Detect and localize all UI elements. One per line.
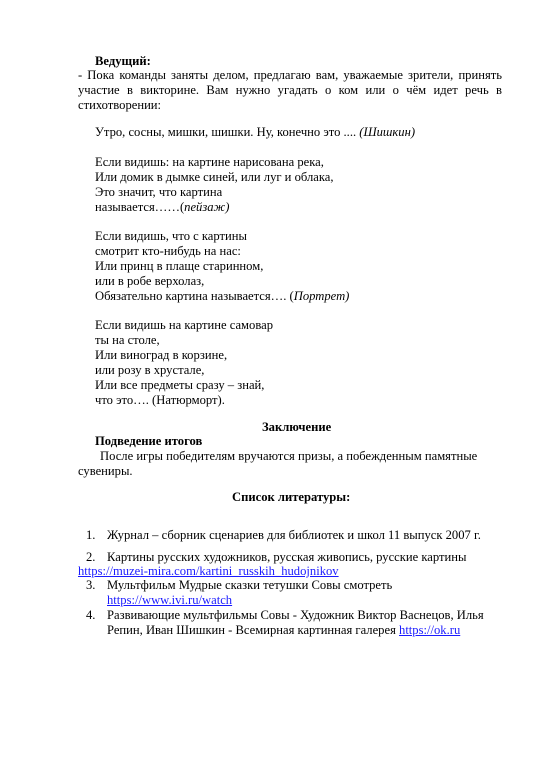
poem2-line-4-text: называется……( bbox=[95, 200, 185, 214]
poem2-line-3: Это значит, что картина bbox=[95, 185, 223, 199]
reference-4-number: 4. bbox=[86, 608, 96, 622]
reference-4-line-2 bbox=[107, 623, 460, 638]
poem1-answer: (Шишкин) bbox=[359, 125, 416, 139]
reference-3-link[interactable]: https://www.ivi.ru/watch bbox=[107, 593, 233, 607]
conclusion-line-2: сувениры. bbox=[78, 464, 133, 478]
reference-2-link[interactable]: https://muzei-mira.com/kartini_russkih_hudojnikov bbox=[78, 564, 339, 578]
poem3-line-4: или в робе верхолаз, bbox=[95, 274, 205, 288]
poem4-line-3: Или виноград в корзине, bbox=[95, 348, 228, 362]
intro-line-1: - Пока команды заняты делом, предлагаю вам, уважаемые зрители, принять bbox=[78, 68, 502, 82]
poem4-line-6: что это…. (Натюрморт). bbox=[95, 393, 225, 407]
intro-line-3: стихотворении: bbox=[78, 98, 162, 112]
poem4-line-1: Если видишь на картине самовар bbox=[95, 318, 273, 332]
poem2-line-1: Если видишь: на картине нарисована река, bbox=[95, 155, 324, 169]
reference-4-link[interactable]: https://ok.ru bbox=[399, 623, 461, 637]
reference-4-text-2: Репин, Иван Шишкин - Всемирная картинная галерея bbox=[107, 623, 400, 637]
poem2-line-4 bbox=[95, 200, 229, 215]
reference-1-text: Журнал – сборник сценариев для библиотек и школ 11 выпуск 2007 г. bbox=[107, 528, 481, 542]
reference-2-text: Картины русских художников, русская живопись, русские картины bbox=[107, 550, 467, 564]
reference-2-number: 2. bbox=[86, 550, 96, 564]
poem4-line-4: или розу в хрустале, bbox=[95, 363, 205, 377]
poem2-answer: пейзаж) bbox=[184, 200, 230, 214]
poem3-line-3: Или принц в плаще старинном, bbox=[95, 259, 264, 273]
reference-3-number: 3. bbox=[86, 578, 96, 592]
references-heading: Список литературы: bbox=[232, 490, 351, 504]
poem3-line-2: смотрит кто-нибудь на нас: bbox=[95, 244, 241, 258]
poem4-line-5: Или все предметы сразу – знай, bbox=[95, 378, 265, 392]
conclusion-heading: Заключение bbox=[262, 420, 332, 434]
conclusion-line-1: После игры победителям вручаются призы, а побежденным памятные bbox=[100, 449, 478, 463]
poem3-line-5-text: Обязательно картина называется…. ( bbox=[95, 289, 294, 303]
reference-1-number: 1. bbox=[86, 528, 96, 542]
poem2-line-2: Или домик в дымке синей, или луг и облака, bbox=[95, 170, 334, 184]
poem3-answer: Портрет) bbox=[293, 289, 350, 303]
intro-line-2: участие в викторине. Вам нужно угадать о ком или о чём идет речь в bbox=[78, 83, 502, 97]
host-heading: Ведущий: bbox=[95, 54, 151, 68]
reference-4-text: Развивающие мультфильмы Совы - Художник Виктор Васнецов, Илья bbox=[107, 608, 484, 622]
poem1-line bbox=[95, 125, 415, 140]
conclusion-subheading: Подведение итогов bbox=[95, 434, 203, 448]
poem3-line-5 bbox=[95, 289, 349, 304]
poem1-text: Утро, сосны, мишки, шишки. Ну, конечно это .... bbox=[95, 125, 357, 139]
poem4-line-2: ты на столе, bbox=[95, 333, 160, 347]
reference-3-text: Мультфильм Мудрые сказки тетушки Совы смотреть bbox=[107, 578, 393, 592]
poem3-line-1: Если видишь, что с картины bbox=[95, 229, 247, 243]
